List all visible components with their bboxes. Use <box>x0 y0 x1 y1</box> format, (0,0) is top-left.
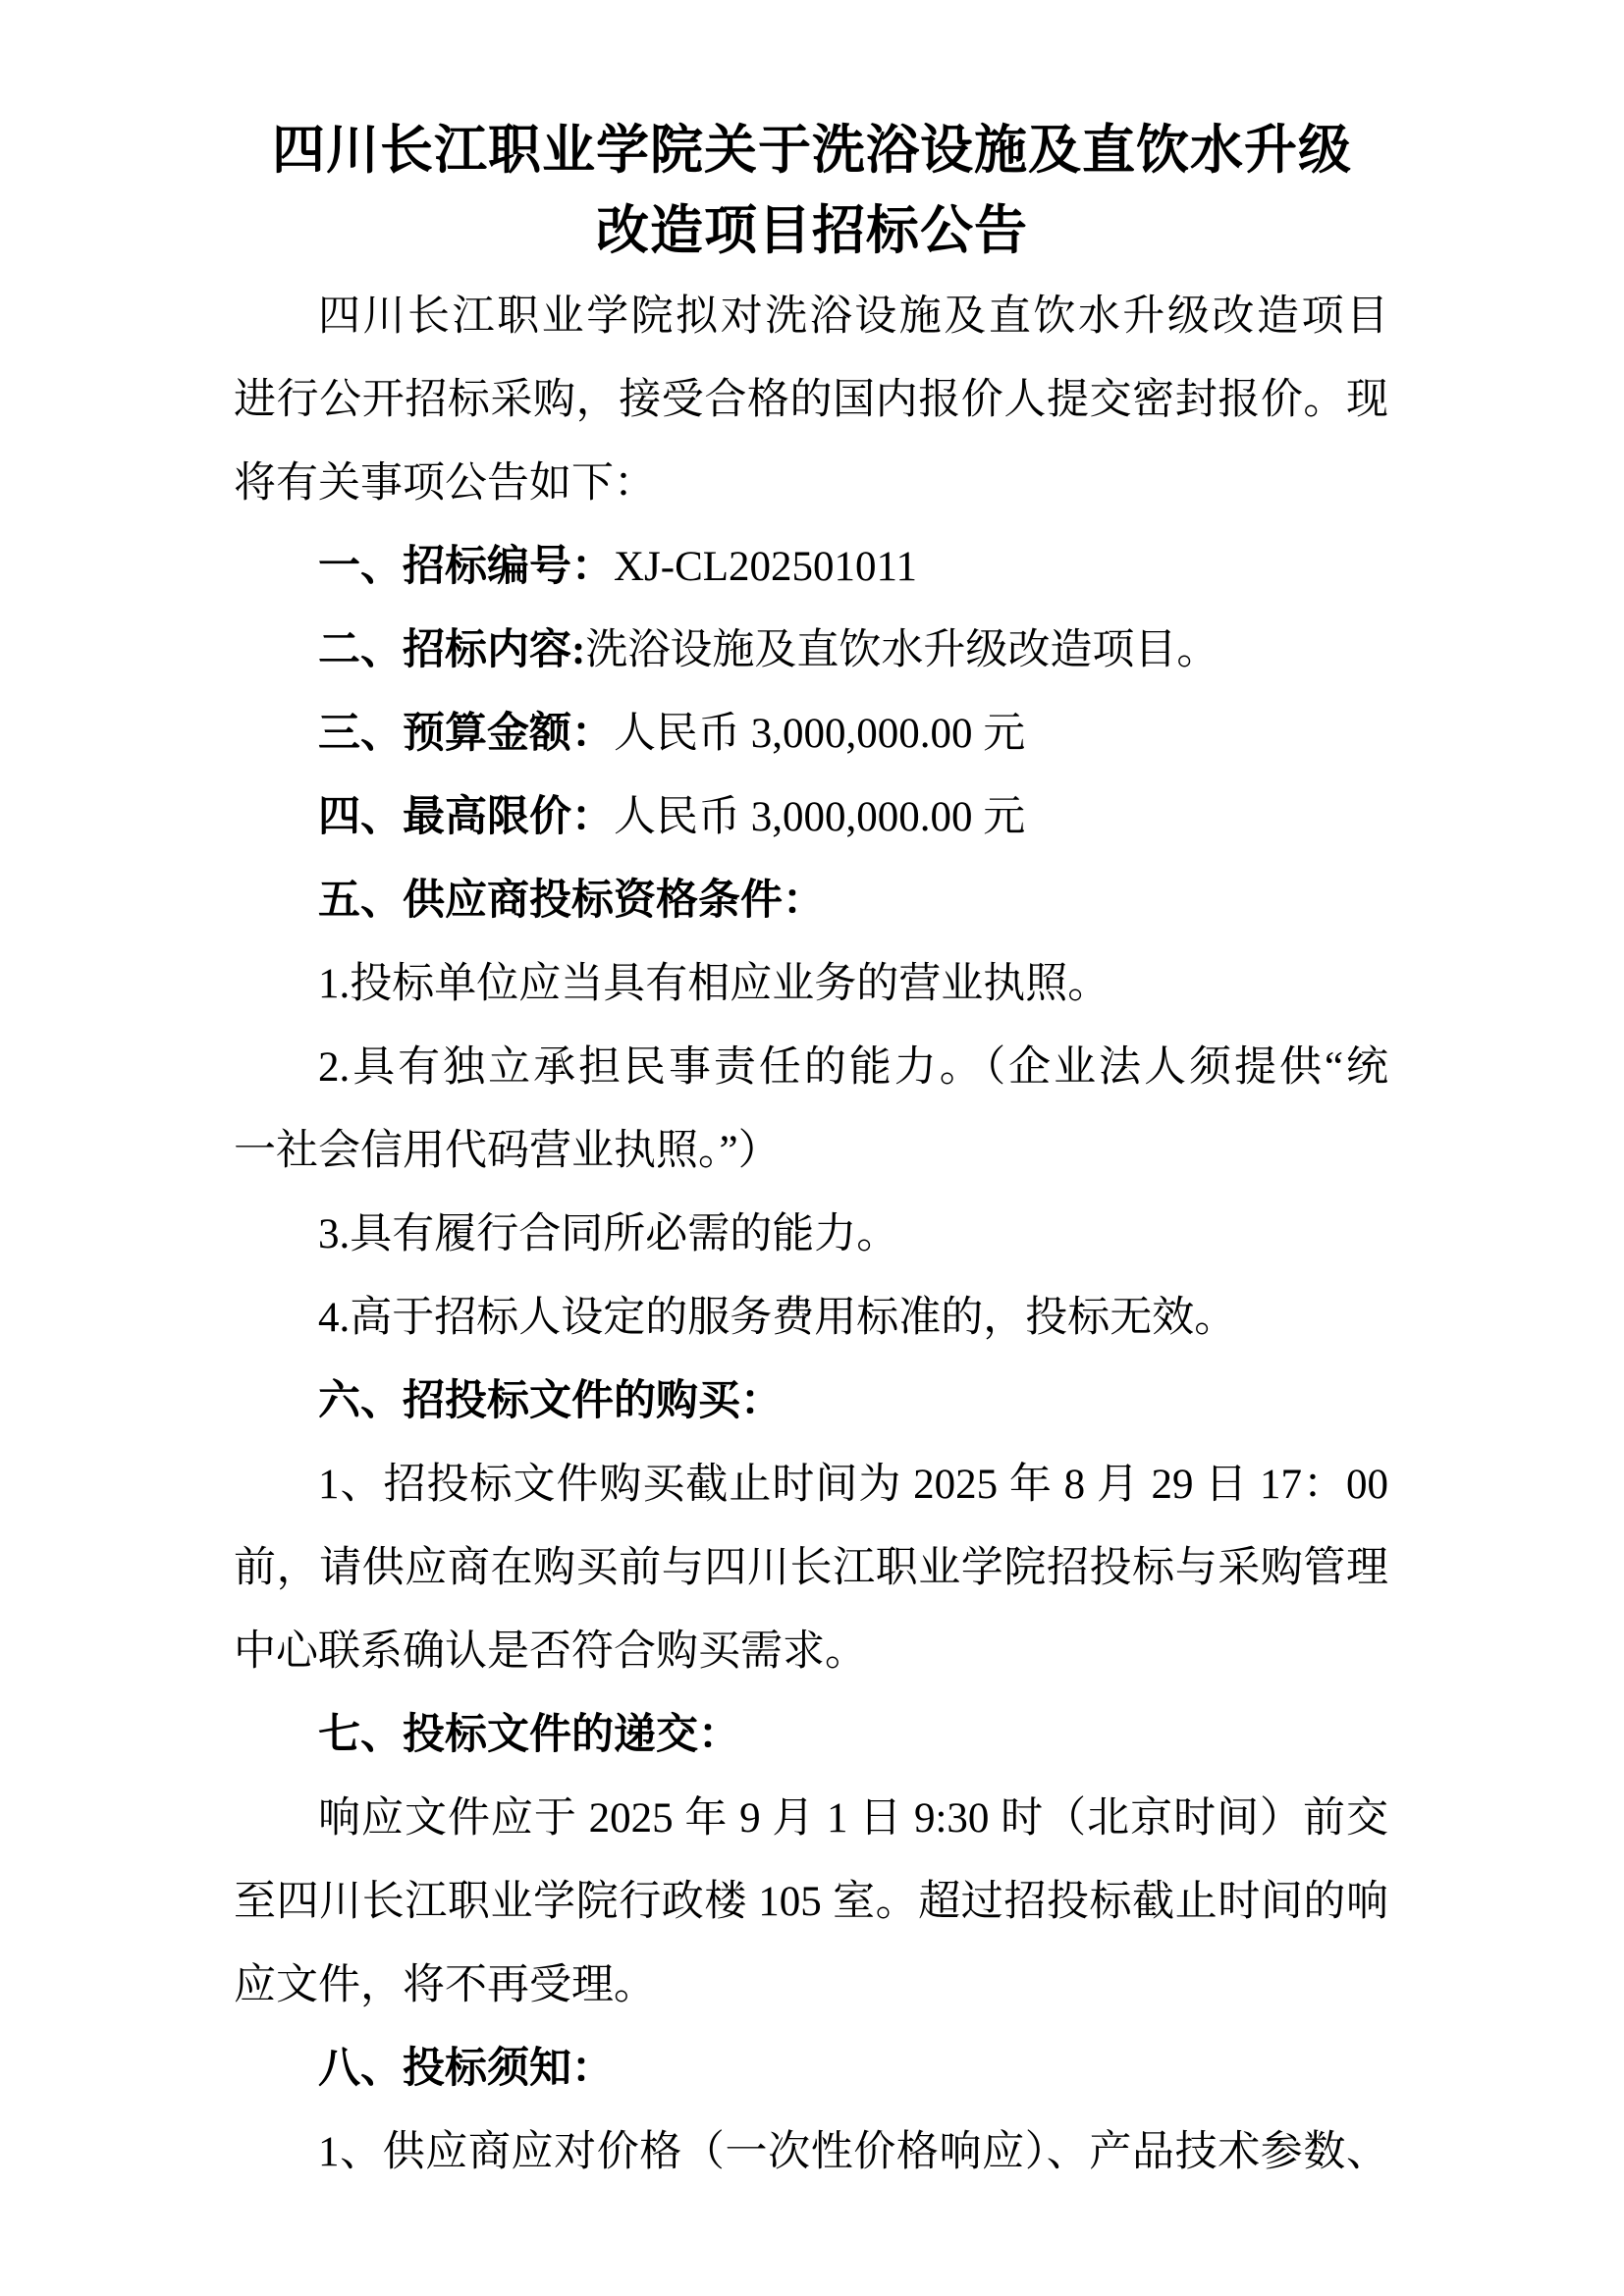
body-line <box>234 358 1388 442</box>
body-line <box>234 1777 1388 1860</box>
body-line <box>234 2027 1388 2110</box>
body-text: 一社会信用代码营业执照。”） <box>234 1128 781 1174</box>
body-text: 前，请供应商在购买前与四川长江职业学院招投标与采购管理 <box>234 1545 1388 1591</box>
body-text: 1、供应商应对价格（一次性价格响应）、产品技术参数、 <box>318 2129 1388 2175</box>
body-line <box>234 1526 1388 1610</box>
body-line <box>234 859 1388 942</box>
body-text-bold: 八、投标须知： <box>318 2046 614 2092</box>
body-text: 人民币 3,000,000.00 元 <box>614 711 1026 757</box>
body-line <box>234 1693 1388 1777</box>
body-text: 至四川长江职业学院行政楼 105 室。超过招投标截止时间的响 <box>234 1879 1388 1925</box>
body-line <box>234 1109 1388 1193</box>
document-title <box>0 110 1624 271</box>
body-text: 响应文件应于 2025 年 9 月 1 日 9:30 时（北京时间）前交 <box>318 1795 1388 1842</box>
body-line <box>234 1026 1388 1109</box>
title-line-1: 四川长江职业学院关于洗浴设施及直饮水升级 <box>272 121 1352 180</box>
body-text: 四川长江职业学院拟对洗浴设施及直饮水升级改造项目 <box>318 294 1388 340</box>
body-line <box>234 1610 1388 1693</box>
body-text: 1.投标单位应当具有相应业务的营业执照。 <box>318 961 1110 1007</box>
body-line <box>234 775 1388 859</box>
body-line <box>234 1360 1388 1443</box>
body-line <box>234 1860 1388 1944</box>
body-text-bold: 一、招标编号： <box>318 544 614 590</box>
body-text-bold: 七、投标文件的递交： <box>318 1712 740 1758</box>
body-text-bold: 六、招投标文件的购买： <box>318 1378 783 1424</box>
body-text: 2.具有独立承担民事责任的能力。（企业法人须提供“统 <box>318 1044 1388 1091</box>
body-text: 3.具有履行合同所必需的能力。 <box>318 1211 899 1257</box>
body-text-bold: 五、供应商投标资格条件： <box>318 878 825 924</box>
body-line <box>234 2110 1388 2194</box>
body-text: 洗浴设施及直饮水升级改造项目。 <box>585 627 1219 673</box>
title-line-2: 改造项目招标公告 <box>596 201 1028 260</box>
body-line <box>234 275 1388 358</box>
body-text: 人民币 3,000,000.00 元 <box>614 794 1026 840</box>
body-line <box>234 1276 1388 1360</box>
document-body <box>234 275 1388 2194</box>
body-text-bold: 四、最高限价： <box>318 794 614 840</box>
body-text: 应文件，将不再受理。 <box>234 1962 656 2008</box>
body-text: 将有关事项公告如下： <box>234 460 656 507</box>
body-line <box>234 1193 1388 1276</box>
body-line <box>234 442 1388 525</box>
body-text-bold: 二、招标内容: <box>318 627 586 673</box>
body-line <box>234 692 1388 775</box>
body-line <box>234 609 1388 692</box>
body-line <box>234 1944 1388 2027</box>
body-text: 1、招投标文件购买截止时间为 2025 年 8 月 29 日 17：00 <box>318 1462 1388 1508</box>
body-text: XJ-CL202501011 <box>614 544 917 590</box>
body-text: 中心联系确认是否符合购买需求。 <box>234 1629 867 1675</box>
body-line <box>234 1443 1388 1526</box>
body-text-bold: 三、预算金额： <box>318 711 614 757</box>
body-line <box>234 525 1388 609</box>
body-line <box>234 942 1388 1026</box>
body-text: 4.高于招标人设定的服务费用标准的，投标无效。 <box>318 1295 1237 1341</box>
body-text: 进行公开招标采购，接受合格的国内报价人提交密封报价。现 <box>234 377 1388 423</box>
